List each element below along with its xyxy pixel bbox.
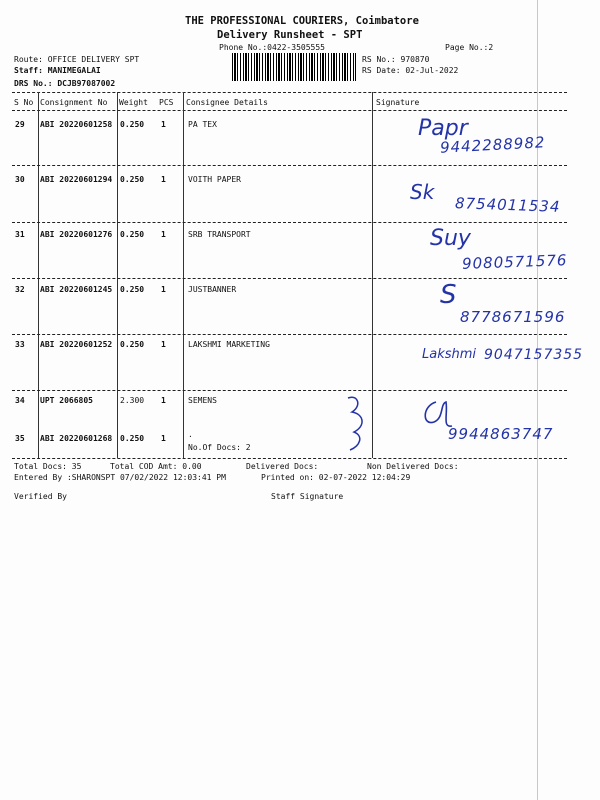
row-consignee: LAKSHMI MARKETING <box>188 340 270 349</box>
row-consignee: SRB TRANSPORT <box>188 230 251 239</box>
row-sno: 34 <box>15 396 25 405</box>
signature-phone: 9080571576 <box>461 251 568 273</box>
header-divider-top <box>12 92 567 93</box>
delivered-docs: Delivered Docs: <box>246 462 319 471</box>
entered-by: Entered By :SHARONSPT 07/02/2022 12:03:41 PM <box>14 473 226 482</box>
table-bottom-divider <box>12 458 567 459</box>
row-consignee: PA TEX <box>188 120 217 129</box>
row-weight: 0.250 <box>120 175 145 184</box>
row-pcs: 1 <box>161 434 166 443</box>
signature-phone: 9442288982 <box>439 133 546 157</box>
col-line-2 <box>117 92 118 458</box>
phone-number: Phone No.:0422-3505555 <box>219 43 325 52</box>
signature-name: Sk <box>410 180 435 204</box>
row-weight: 0.250 <box>120 285 145 294</box>
row-divider <box>12 390 567 391</box>
row-weight: 0.250 <box>120 120 145 129</box>
doc-count: No.Of Docs: 2 <box>188 443 251 452</box>
row-pcs: 1 <box>161 230 166 239</box>
col-line-4 <box>372 92 373 458</box>
rs-number: RS No.: 970870 <box>362 55 430 64</box>
col-pcs: PCS <box>159 98 174 107</box>
drs-number: DRS No.: DCJB97087002 <box>14 79 116 88</box>
row-divider <box>12 278 567 279</box>
route: Route: OFFICE DELIVERY SPT <box>14 55 140 64</box>
company-name: THE PROFESSIONAL COURIERS, Coimbatore <box>185 15 419 27</box>
row-consignee: . <box>188 430 193 439</box>
row-consignee: SEMENS <box>188 396 217 405</box>
col-line-1 <box>38 92 39 458</box>
row-consignment: UPT 2066805 <box>40 396 93 405</box>
runsheet-title: Delivery Runsheet - SPT <box>217 29 363 41</box>
header-divider-bottom <box>12 110 567 111</box>
row-consignment: ABI 20220601268 <box>40 434 113 443</box>
row-pcs: 1 <box>161 396 166 405</box>
row-sno: 35 <box>15 434 25 443</box>
row-pcs: 1 <box>161 120 166 129</box>
staff-name: Staff: MANIMEGALAI <box>14 66 101 75</box>
row-weight: 0.250 <box>120 230 145 239</box>
col-sno: S No <box>14 98 34 107</box>
barcode <box>232 53 356 81</box>
total-cod: Total COD Amt: 0.00 <box>110 462 202 471</box>
col-consignee: Consignee Details <box>186 98 268 107</box>
row-consignment: ABI 20220601245 <box>40 285 113 294</box>
row-sno: 31 <box>15 230 25 239</box>
row-sno: 29 <box>15 120 25 129</box>
non-delivered-docs: Non Delivered Docs: <box>367 462 459 471</box>
row-weight: 2.300 <box>120 396 145 405</box>
signature-phone: 8754011534 <box>454 194 561 216</box>
col-signature: Signature <box>376 98 420 107</box>
col-weight: Weight <box>119 98 148 107</box>
row-consignment: ABI 20220601276 <box>40 230 113 239</box>
row-divider <box>12 165 567 166</box>
printed-on: Printed on: 02-07-2022 12:04:29 <box>261 473 411 482</box>
row-sno: 32 <box>15 285 25 294</box>
rs-date: RS Date: 02-Jul-2022 <box>362 66 459 75</box>
signature-phone: 9944863747 <box>448 425 554 443</box>
signature-name: Papr <box>418 116 468 141</box>
signature-name: Suy <box>430 226 471 251</box>
row-weight: 0.250 <box>120 434 145 443</box>
row-consignee: VOITH PAPER <box>188 175 241 184</box>
row-pcs: 1 <box>161 340 166 349</box>
signature-name: Lakshmi <box>422 347 477 362</box>
col-line-3 <box>183 92 184 458</box>
signature-name: S <box>440 280 457 310</box>
col-consignment: Consignment No <box>40 98 108 107</box>
total-docs: Total Docs: 35 <box>14 462 82 471</box>
row-pcs: 1 <box>161 285 166 294</box>
row-consignee: JUSTBANNER <box>188 285 237 294</box>
row-consignment: ABI 20220601294 <box>40 175 113 184</box>
row-pcs: 1 <box>161 175 166 184</box>
signature-scribble-icon <box>340 392 370 454</box>
row-sno: 30 <box>15 175 25 184</box>
page-edge-line <box>537 0 538 800</box>
row-weight: 0.250 <box>120 340 145 349</box>
row-consignment: ABI 20220601252 <box>40 340 113 349</box>
page-number: Page No.:2 <box>445 43 494 52</box>
row-divider <box>12 334 567 335</box>
signature-phone: 9047157355 <box>484 347 584 363</box>
row-consignment: ABI 20220601258 <box>40 120 113 129</box>
verified-by: Verified By <box>14 492 67 501</box>
signature-phone: 8778671596 <box>460 308 566 326</box>
row-sno: 33 <box>15 340 25 349</box>
staff-signature: Staff Signature <box>271 492 344 501</box>
row-divider <box>12 222 567 223</box>
